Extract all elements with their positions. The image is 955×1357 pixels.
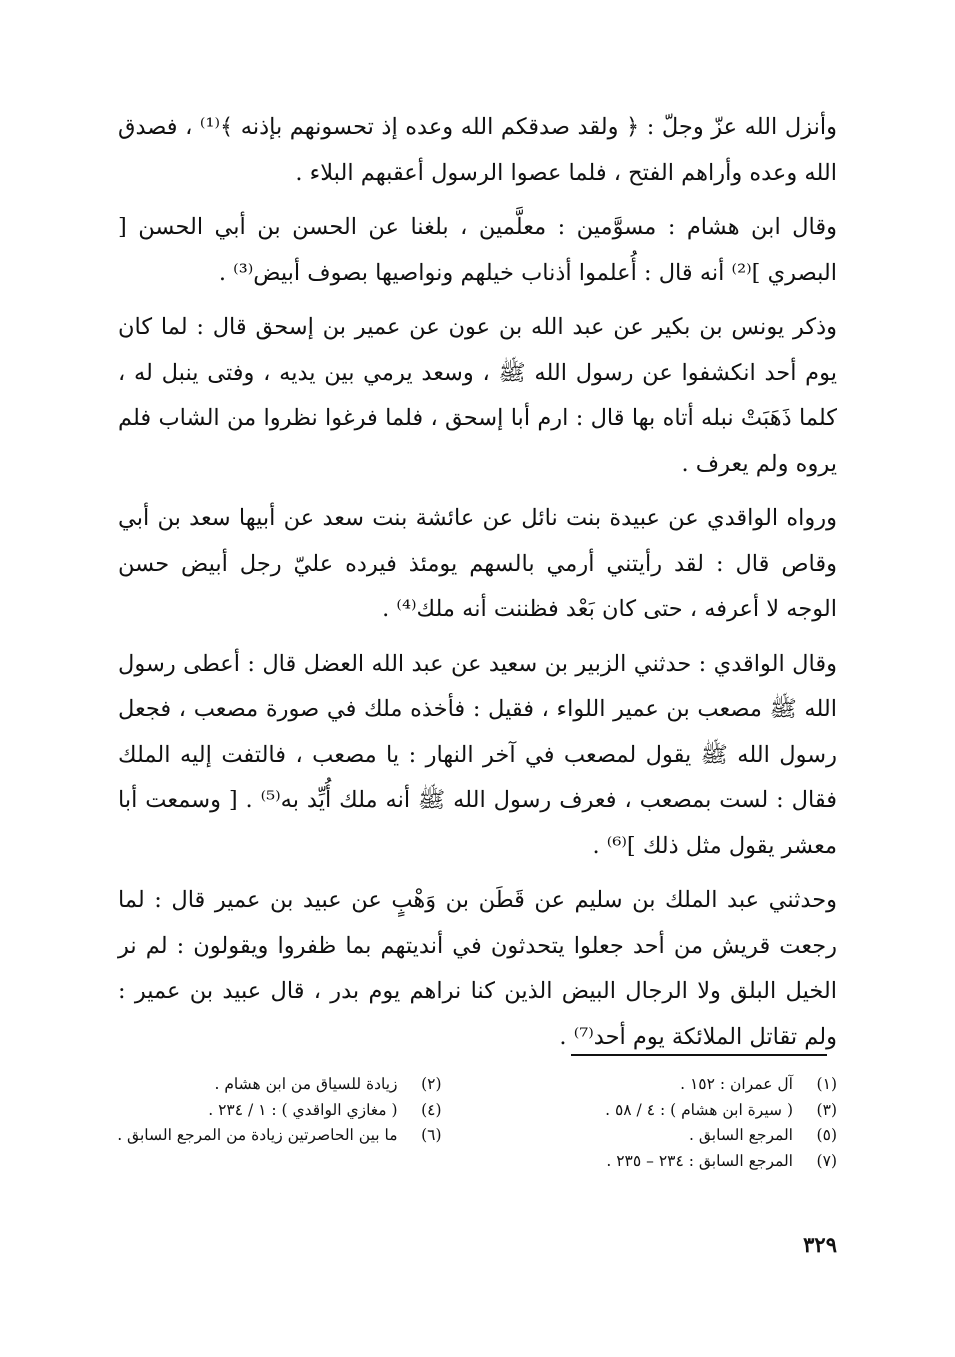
footnote-7 [492, 1149, 837, 1175]
footnote-separator [571, 1054, 827, 1056]
footnote-number: (٣) [816, 1100, 837, 1119]
footnote-text: ( مغازي الواقدي ) : ١ / ٢٣٤ . [208, 1100, 398, 1119]
paragraph-2: وقال ابن هشام : مسوَّمين : معلَّمين ، بلغنا عن الحسن بن أبي الحسن [ البصري ]⁽²⁾ أنه قال : أُعلموا أذناب خيلهم ونواصيها بصوف أبيض⁽³⁾ . [118, 214, 837, 286]
paragraph-4: ورواه الواقدي عن عبيدة بنت نائل عن عائشة بنت سعد عن أبيها سعد بن أبي وقاص قال : لقد رأيتني أرمي بالسهم يومئذ فيرده عليّ رجل أبيض حسن الوجه لا أعرفه ، حتى كان بَعْد فظننت أنه ملك⁽⁴⁾ . [118, 505, 837, 622]
footnotes [118, 1072, 837, 1174]
footnote-2 [118, 1072, 442, 1098]
footnote-number: (٧) [816, 1151, 837, 1170]
footnote-6 [118, 1123, 442, 1149]
footnote-text: آل عمران : ١٥٢ . [680, 1075, 793, 1093]
footnote-text: المرجع السابق . [689, 1126, 793, 1144]
paragraph-3: وذكر يونس بن بكير عن عبد الله بن عون عن عمير بن إسحق قال : لما كان يوم أحد انكشفوا عن رسول الله ﷺ ، وسعد يرمي بين يديه ، وفتى ينبل له ، كلما ذَهَبَتْ نبله أتاه بها قال : ارم أبا إسحق ، فلما فرغوا نظروا من الشاب فلم يروه ولم يعرف . [118, 314, 837, 477]
paragraph-1: وأنزل الله عزّ وجلّ : ﴿ ولقد صدقكم الله وعده إذ تحسونهم بإذنه ﴾⁽¹⁾ ، فصدق الله وعده وأراهم الفتح ، فلما عصوا الرسول أعقبهم البلاء . [118, 114, 837, 186]
footnote-4 [118, 1098, 442, 1124]
footnote-number: (١) [816, 1075, 837, 1093]
footnote-text: المرجع السابق : ٢٣٤ – ٢٣٥ . [606, 1151, 793, 1170]
footnote-text: ما بين الحاصرتين زيادة من المرجع السابق . [117, 1126, 398, 1144]
footnote-number: (٦) [421, 1126, 442, 1144]
footnote-1 [492, 1072, 837, 1098]
footnote-text: ( سيرة ابن هشام ) : ٤ / ٥٨ . [605, 1100, 793, 1119]
paragraph-5: وقال الواقدي : حدثني الزبير بن سعيد عن عبد الله العضل قال : أعطى رسول الله ﷺ مصعب بن عمير اللواء ، فقيل : فأخذه ملك في صورة مصعب ، فجعل رسول الله ﷺ يقول لمصعب في آخر النهار : يا مصعب ، فالتفت إليه الملك فقال : لست بمصعب ، فعرف رسول الله ﷺ أنه ملك أُيِّد به⁽⁵⁾ . [ وسمعت أبا معشر يقول مثل ذلك ]⁽⁶⁾ . [118, 650, 838, 859]
footnotes-right-column [492, 1072, 837, 1174]
main-text [118, 105, 837, 1069]
footnote-number: (٢) [421, 1075, 442, 1093]
footnote-3 [492, 1098, 837, 1124]
page-number: ٣٢٩ [803, 1232, 837, 1257]
footnote-text: زيادة للسياق من ابن هشام . [214, 1075, 398, 1093]
paragraph-6: وحدثني عبد الملك بن سليم عن قَطَن بن وَهْبٍ عن عبيد بن عمير قال : لما رجعت قريش من أحد جعلوا يتحدثون في أنديتهم بما ظفروا ويقولون : لم نر الخيل البلق ولا الرجال البيض الذين كنا نراهم يوم بدر ، قال عبيد بن عمير : ولم تقاتل الملائكة يوم أحد⁽⁷⁾ . [118, 887, 838, 1050]
footnote-5 [492, 1123, 837, 1149]
footnotes-left-column [118, 1072, 442, 1174]
footnote-number: (٥) [816, 1126, 837, 1144]
footnote-number: (٤) [421, 1100, 442, 1119]
